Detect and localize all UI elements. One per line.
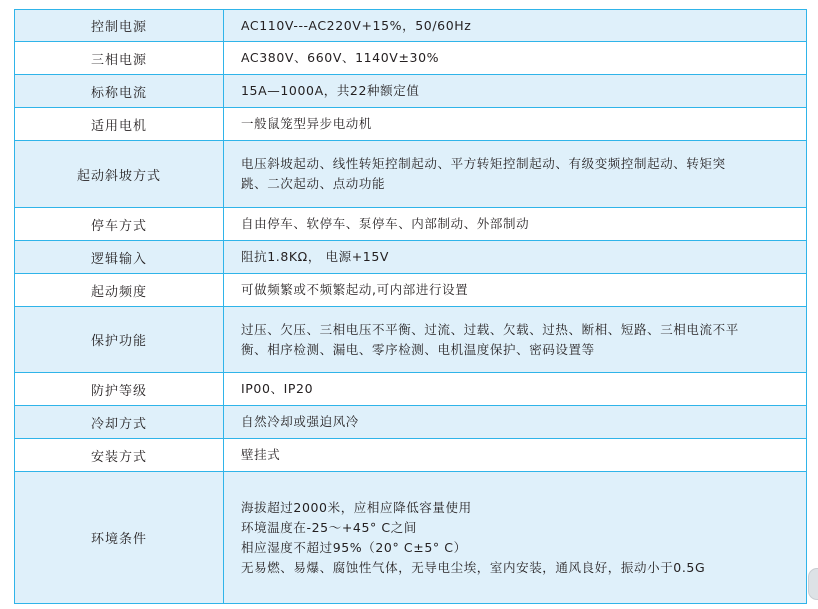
table-row — [15, 108, 806, 141]
value-line: 自由停车、软停车、泵停车、内部制动、外部制动 — [241, 216, 530, 231]
table-row — [15, 274, 806, 307]
value-line: 无易燃、易爆、腐蚀性气体，无导电尘埃，室内安装，通风良好，振动小于0.5G — [241, 559, 706, 575]
row-label: 逻辑输入 — [15, 241, 224, 273]
value-line: 电压斜坡起动、线性转矩控制起动、平方转矩控制起动、有级变频控制起动、转矩突 — [241, 156, 726, 171]
table-row — [15, 208, 806, 241]
row-label: 标称电流 — [15, 75, 224, 107]
row-value — [224, 141, 806, 207]
table-row — [15, 241, 806, 274]
value-line: 相应湿度不超过95%（20° C±5° C） — [241, 539, 467, 555]
row-value — [224, 406, 806, 438]
row-value — [224, 307, 806, 372]
value-line: 15A—1000A，共22种额定值 — [241, 83, 420, 98]
row-label: 安装方式 — [15, 439, 224, 471]
value-line: 可做频繁或不频繁起动,可内部进行设置 — [241, 282, 469, 297]
row-value — [224, 472, 806, 603]
row-label: 保护功能 — [15, 307, 224, 372]
value-line: 自然冷却或强迫风冷 — [241, 414, 359, 429]
row-value — [224, 241, 806, 273]
row-label: 三相电源 — [15, 42, 224, 74]
row-label: 环境条件 — [15, 472, 224, 603]
value-line: AC380V、660V、1140V±30% — [241, 50, 440, 65]
row-value — [224, 208, 806, 240]
table-row — [15, 75, 806, 108]
row-value — [224, 75, 806, 107]
value-line: 海拔超过2000米，应相应降低容量使用 — [241, 499, 472, 515]
row-value — [224, 10, 806, 41]
table-row — [15, 307, 806, 373]
value-line: 壁挂式 — [241, 447, 281, 462]
row-label: 起动斜坡方式 — [15, 141, 224, 207]
table-row — [15, 373, 806, 406]
row-label: 停车方式 — [15, 208, 224, 240]
value-line: 环境温度在-25～+45° C之间 — [241, 519, 417, 535]
row-label: 冷却方式 — [15, 406, 224, 438]
row-value — [224, 42, 806, 74]
value-line: 跳、二次起动、点动功能 — [241, 176, 386, 191]
value-line: 衡、相序检测、漏电、零序检测、电机温度保护、密码设置等 — [241, 341, 595, 357]
table-row — [15, 141, 806, 208]
value-line: 阻抗1.8KΩ， 电源+15V — [241, 249, 390, 264]
row-value — [224, 108, 806, 140]
table-row — [15, 406, 806, 439]
scroll-handle-icon[interactable] — [808, 568, 818, 600]
row-label: 控制电源 — [15, 10, 224, 41]
row-label: 起动频度 — [15, 274, 224, 306]
table-row — [15, 42, 806, 75]
row-value — [224, 274, 806, 306]
value-line: AC110V---AC220V+15%，50/60Hz — [241, 17, 472, 33]
spec-table — [14, 9, 807, 604]
row-label: 防护等级 — [15, 373, 224, 405]
row-value — [224, 373, 806, 405]
value-line: IP00、IP20 — [241, 381, 314, 396]
table-row — [15, 10, 806, 42]
table-row — [15, 472, 806, 603]
row-value — [224, 439, 806, 471]
value-line: 过压、欠压、三相电压不平衡、过流、过载、欠载、过热、断相、短路、三相电流不平 — [241, 321, 739, 337]
table-row — [15, 439, 806, 472]
row-label: 适用电机 — [15, 108, 224, 140]
value-line: 一般鼠笼型异步电动机 — [241, 116, 373, 131]
